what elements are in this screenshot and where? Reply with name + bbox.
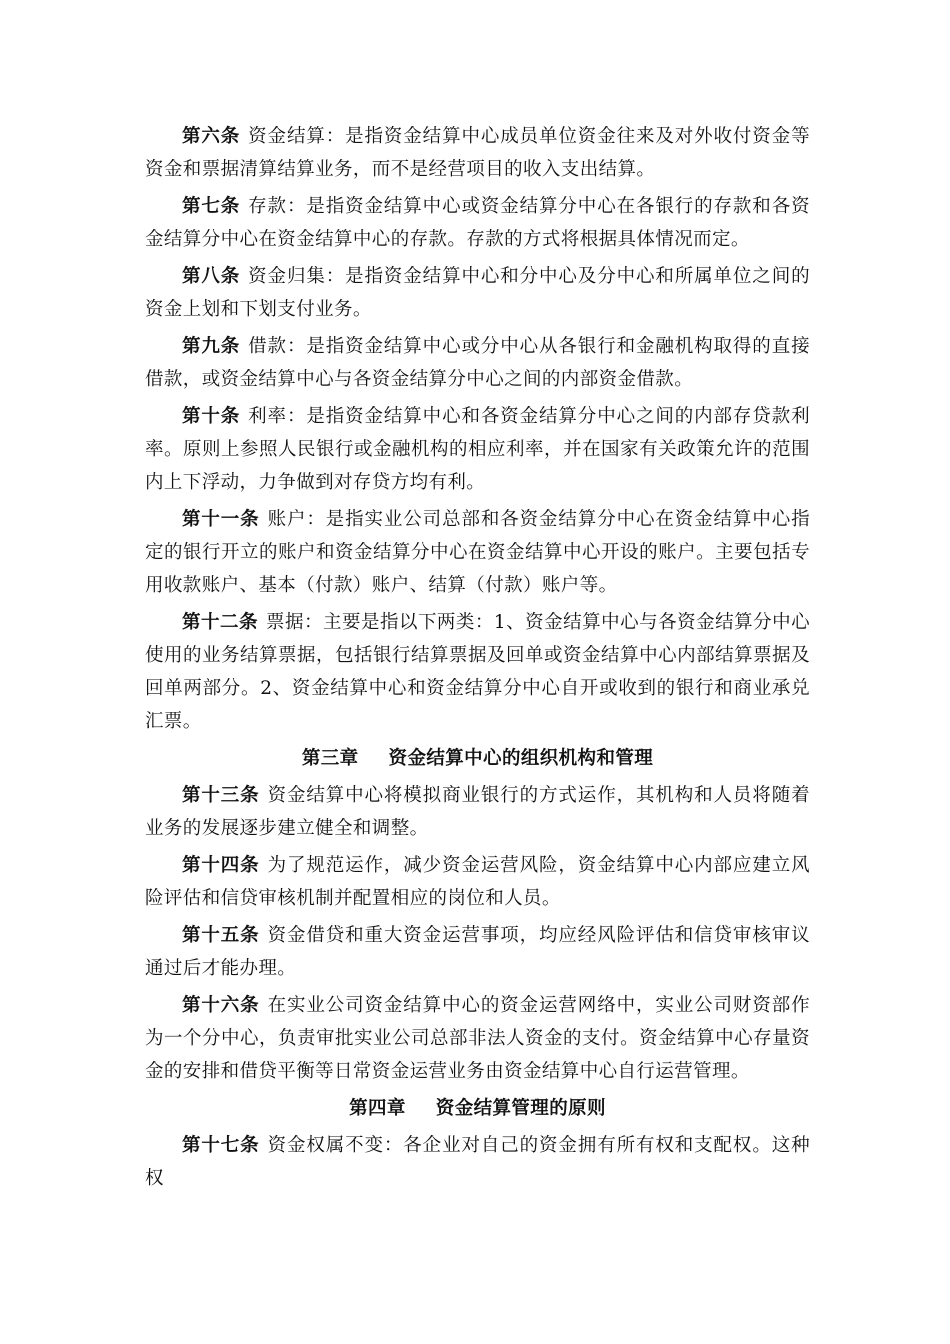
article-text: 为了规范运作，减少资金运营风险，资金结算中心内部应建立风险评估和信贷审核机制并配置相应的岗位和人员。 <box>145 855 810 909</box>
chapter-title: 资金结算中心的组织机构和管理 <box>388 748 654 769</box>
article-text: 资金借贷和重大资金运营事项，均应经风险评估和信贷审核审议通过后才能办理。 <box>145 925 810 979</box>
chapter-title: 资金结算管理的原则 <box>435 1098 606 1119</box>
article-heading: 第十条 <box>182 406 241 427</box>
article-text: 资金结算中心将模拟商业银行的方式运作，其机构和人员将随着业务的发展逐步建立健全和调整。 <box>145 785 810 839</box>
article-13 <box>145 779 810 845</box>
chapter-4-heading <box>145 1092 810 1125</box>
chapter-3-heading <box>145 742 810 775</box>
article-heading: 第六条 <box>182 126 241 147</box>
article-heading: 第八条 <box>182 266 241 287</box>
article-8 <box>145 260 810 326</box>
document-page <box>145 120 810 1199</box>
article-14 <box>145 849 810 915</box>
article-text: 资金结算：是指资金结算中心成员单位资金往来及对外收付资金等资金和票据清算结算业务，而不是经营项目的收入支出结算。 <box>145 126 810 180</box>
article-17 <box>145 1129 810 1195</box>
article-heading: 第十六条 <box>182 995 260 1016</box>
article-12 <box>145 606 810 738</box>
article-text: 利率：是指资金结算中心和各资金结算分中心之间的内部存贷款利率。原则上参照人民银行或金融机构的相应利率，并在国家有关政策允许的范围内上下浮动，力争做到对存贷方均有利。 <box>145 406 810 493</box>
article-heading: 第七条 <box>182 196 241 217</box>
article-15 <box>145 919 810 985</box>
article-heading: 第十五条 <box>182 925 260 946</box>
article-16 <box>145 989 810 1088</box>
chapter-number: 第三章 <box>301 748 359 769</box>
article-text: 借款：是指资金结算中心或分中心从各银行和金融机构取得的直接借款，或资金结算中心与各资金结算分中心之间的内部资金借款。 <box>145 336 810 390</box>
article-heading: 第十七条 <box>182 1135 260 1156</box>
article-heading: 第九条 <box>182 336 241 357</box>
article-9 <box>145 330 810 396</box>
article-text: 票据：主要是指以下两类：1、资金结算中心与各资金结算分中心使用的业务结算票据，包括银行结算票据及回单或资金结算中心内部结算票据及回单两部分。2、资金结算中心和资金结算分中心自开或收到的银行和商业承兑汇票。 <box>145 612 810 732</box>
article-10 <box>145 400 810 499</box>
article-6 <box>145 120 810 186</box>
article-heading: 第十一条 <box>182 509 260 530</box>
article-7 <box>145 190 810 256</box>
chapter-number: 第四章 <box>349 1098 406 1119</box>
article-heading: 第十三条 <box>182 785 260 806</box>
article-text: 资金归集：是指资金结算中心和分中心及分中心和所属单位之间的资金上划和下划支付业务。 <box>145 266 810 320</box>
article-11 <box>145 503 810 602</box>
article-text: 存款：是指资金结算中心或资金结算分中心在各银行的存款和各资金结算分中心在资金结算中心的存款。存款的方式将根据具体情况而定。 <box>145 196 810 250</box>
article-text: 在实业公司资金结算中心的资金运营网络中，实业公司财资部作为一个分中心，负责审批实业公司总部非法人资金的支付。资金结算中心存量资金的安排和借贷平衡等日常资金运营业务由资金结算中心自行运营管理。 <box>145 995 810 1082</box>
article-text: 账户：是指实业公司总部和各资金结算分中心在资金结算中心指定的银行开立的账户和资金结算分中心在资金结算中心开设的账户。主要包括专用收款账户、基本（付款）账户、结算（付款）账户等。 <box>145 509 810 596</box>
article-heading: 第十二条 <box>182 612 258 633</box>
article-heading: 第十四条 <box>182 855 260 876</box>
article-text: 资金权属不变：各企业对自己的资金拥有所有权和支配权。这种权 <box>145 1135 810 1189</box>
